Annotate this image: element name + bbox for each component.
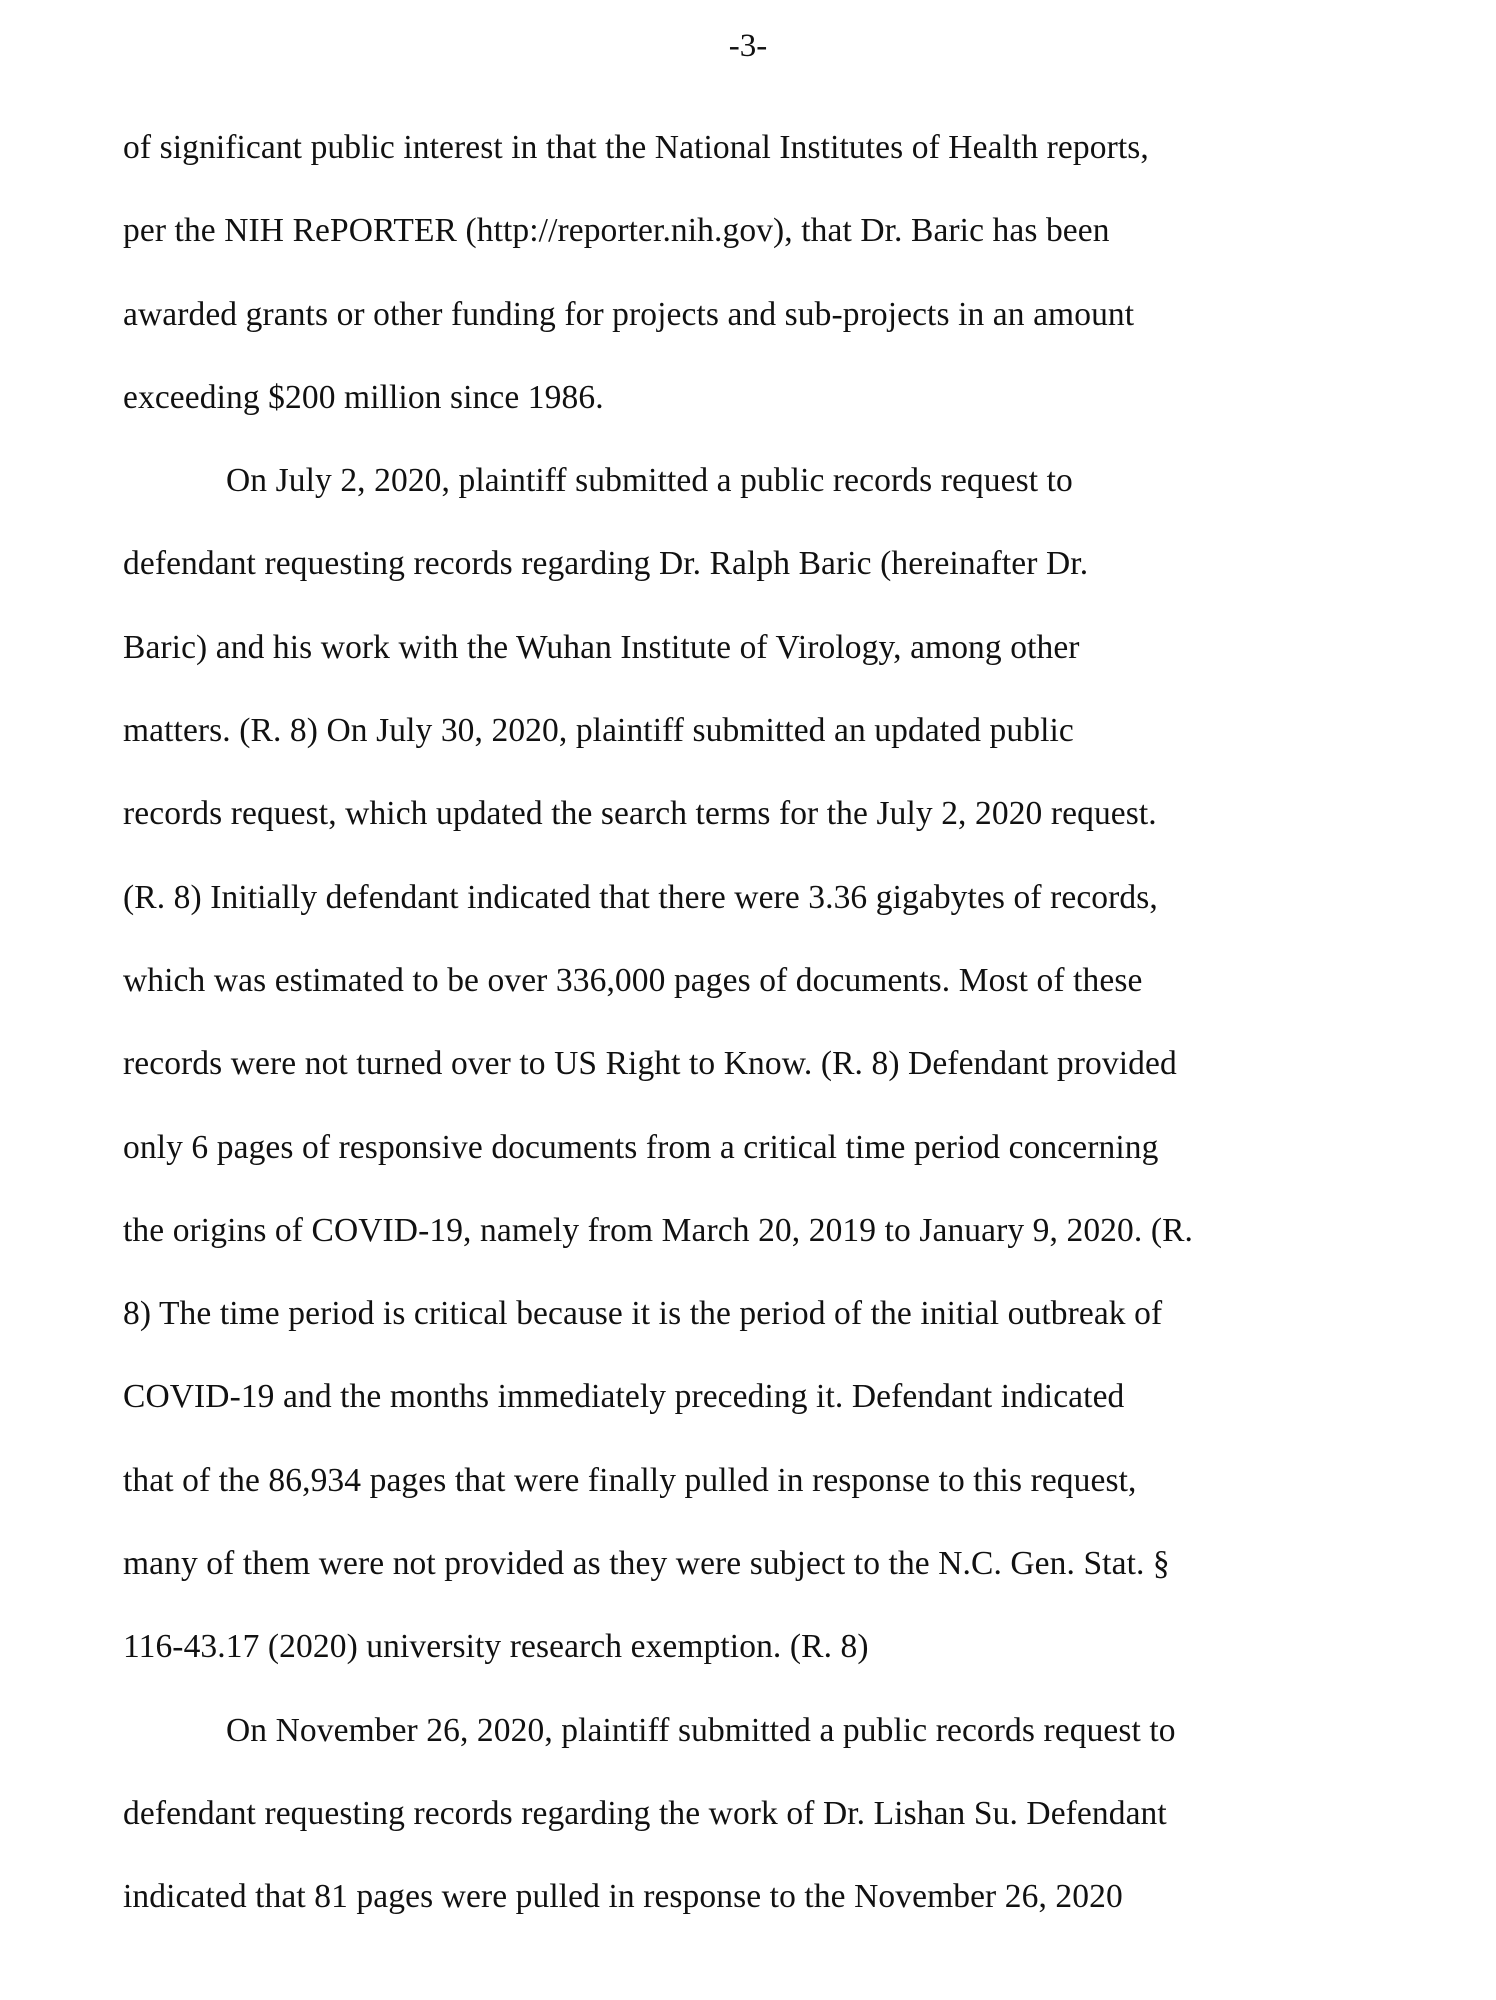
page-number: -3- <box>728 28 768 64</box>
body-line: of significant public interest in that the National Institutes of Health reports, <box>123 129 1149 166</box>
body-line: records were not turned over to US Right to Know. (R. 8) Defendant provided <box>123 1045 1177 1083</box>
body-line: only 6 pages of responsive documents from a critical time period concerning <box>123 1128 1159 1166</box>
paragraph-start-line: On July 2, 2020, plaintiff submitted a public records request to <box>226 462 1073 500</box>
body-line: the origins of COVID-19, namely from March 20, 2019 to January 9, 2020. (R. <box>123 1211 1194 1249</box>
body-line: Baric) and his work with the Wuhan Institute of Virology, among other <box>123 628 1080 666</box>
body-line: which was estimated to be over 336,000 pages of documents. Most of these <box>123 961 1143 999</box>
body-line: indicated that 81 pages were pulled in response to the November 26, 2020 <box>123 1878 1123 1916</box>
body-line: 116-43.17 (2020) university research exemption. (R. 8) <box>123 1628 869 1666</box>
body-line: defendant requesting records regarding Dr. Ralph Baric (hereinafter Dr. <box>123 545 1089 583</box>
body-line: records request, which updated the search terms for the July 2, 2020 request. <box>123 795 1157 833</box>
body-line: per the NIH RePORTER (http://reporter.nih.gov), that Dr. Baric has been <box>123 212 1110 250</box>
body-line: matters. (R. 8) On July 30, 2020, plaintiff submitted an updated public <box>123 712 1074 750</box>
body-line: 8) The time period is critical because it is the period of the initial outbreak of <box>123 1295 1163 1333</box>
paragraph-start-line: On November 26, 2020, plaintiff submitted a public records request to <box>226 1711 1176 1749</box>
body-line: defendant requesting records regarding the work of Dr. Lishan Su. Defendant <box>123 1794 1167 1832</box>
body-line: COVID-19 and the months immediately preceding it. Defendant indicated <box>123 1378 1125 1416</box>
body-line: (R. 8) Initially defendant indicated that there were 3.36 gigabytes of records, <box>123 878 1158 916</box>
document-body <box>123 127 1383 1960</box>
body-line: exceeding $200 million since 1986. <box>123 378 604 416</box>
body-line: awarded grants or other funding for projects and sub-projects in an amount <box>123 295 1135 333</box>
body-line: many of them were not provided as they were subject to the N.C. Gen. Stat. § <box>123 1545 1170 1583</box>
body-line: that of the 86,934 pages that were finally pulled in response to this request, <box>123 1461 1137 1499</box>
